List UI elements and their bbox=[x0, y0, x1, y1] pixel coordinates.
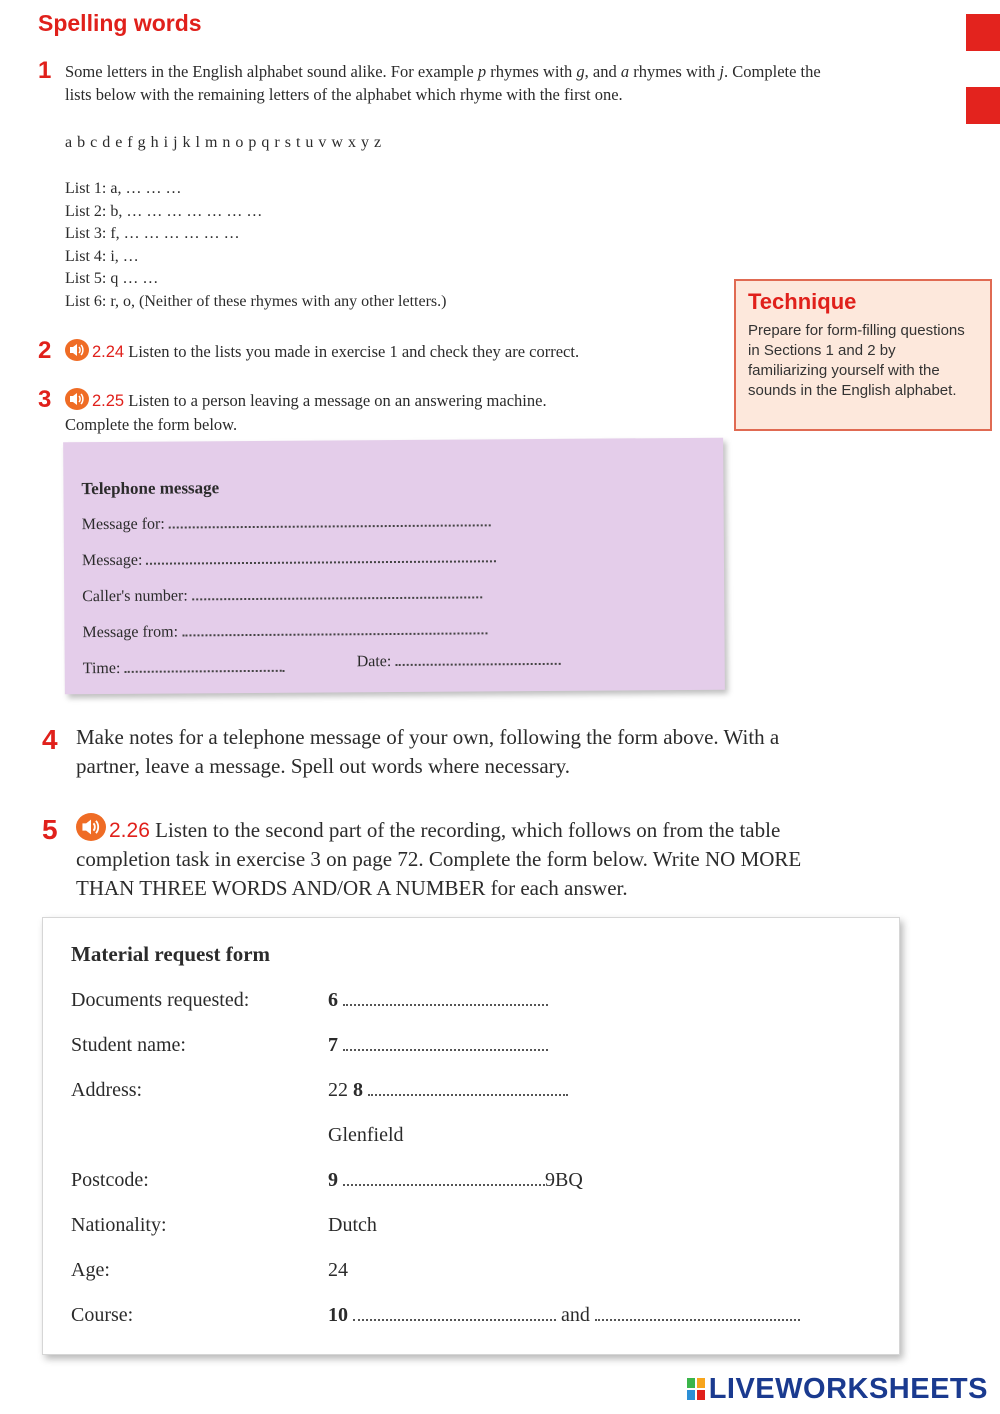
address-label: Address: bbox=[71, 1079, 143, 1101]
nationality-value: Dutch bbox=[328, 1214, 377, 1236]
list-item[interactable]: List 2: b, … … … … … … … bbox=[65, 202, 263, 220]
address-line-2: Glenfield bbox=[328, 1124, 404, 1146]
liveworksheets-brand[interactable]: LIVEWORKSHEETS bbox=[687, 1373, 988, 1406]
nationality-label: Nationality: bbox=[71, 1214, 167, 1236]
material-request-form bbox=[42, 917, 900, 1355]
exercise-3-instructions: 2.25 Listen to a person leaving a message on an answering machine. Complete the form below. bbox=[65, 388, 547, 436]
track-number: 2.24 bbox=[92, 343, 125, 361]
exercise-2-instructions: 2.24 Listen to the lists you made in exercise 1 and check they are correct. bbox=[65, 339, 579, 364]
age-value: 24 bbox=[328, 1259, 348, 1281]
audio-speaker-icon[interactable] bbox=[65, 339, 89, 361]
exercise-1-number: 1 bbox=[38, 57, 52, 84]
message-field[interactable]: Message: bbox=[82, 548, 497, 570]
list-item[interactable]: List 5: q … … bbox=[65, 270, 159, 287]
page-tab-marker bbox=[966, 14, 1000, 51]
course-label: Course: bbox=[71, 1304, 134, 1326]
course-answer-field[interactable]: 10 and bbox=[328, 1304, 800, 1327]
postcode-answer-field[interactable]: 9 9BQ bbox=[328, 1169, 583, 1191]
liveworksheets-logo-icon bbox=[687, 1378, 705, 1400]
audio-speaker-icon[interactable] bbox=[76, 813, 106, 841]
technique-title: Technique bbox=[748, 289, 857, 314]
list-item[interactable]: List 3: f, … … … … … … bbox=[65, 225, 240, 242]
callers-number-field[interactable]: Caller's number: bbox=[82, 584, 482, 606]
track-number: 2.25 bbox=[92, 392, 125, 410]
exercise-4-instructions: Make notes for a telephone message of your own, following the form above. With a partner, leave a message. Spell out words where necessary. bbox=[76, 725, 780, 778]
technique-text: Prepare for form-filling questions in Sections 1 and 2 by familiarizing yourself with the sounds in the English alphabet. bbox=[748, 322, 965, 399]
address-answer-field[interactable]: 22 8 bbox=[328, 1079, 568, 1102]
date-field[interactable]: Date: bbox=[357, 651, 561, 671]
exercise-5-instructions: 2.26 Listen to the second part of the recording, which follows on from the table completion task in exercise 3 on page 72. Complete the form below. Write NO MORE THAN THREE WORDS AND/OR A NUMBER for each answer. bbox=[76, 813, 801, 903]
exercise-4-number: 4 bbox=[42, 724, 58, 755]
technique-box bbox=[734, 279, 992, 431]
telephone-message-form bbox=[63, 438, 725, 695]
message-for-field[interactable]: Message for: bbox=[82, 512, 491, 534]
age-label: Age: bbox=[71, 1259, 110, 1281]
exercise-3-number: 3 bbox=[38, 386, 52, 413]
list-item: List 6: r, o, (Neither of these rhymes with any other letters.) bbox=[65, 292, 447, 310]
student-name-label: Student name: bbox=[71, 1034, 186, 1056]
audio-speaker-icon[interactable] bbox=[65, 388, 89, 410]
documents-answer-field[interactable]: 6 bbox=[328, 989, 548, 1012]
alphabet-line: a b c d e f g h i j k l m n o p q r s t u v w x y z bbox=[65, 134, 382, 151]
telephone-form-title: Telephone message bbox=[81, 478, 220, 499]
list-item[interactable]: List 1: a, … … … bbox=[65, 180, 182, 197]
page-tab-marker bbox=[966, 87, 1000, 124]
time-field[interactable]: Time: bbox=[83, 658, 285, 678]
postcode-label: Postcode: bbox=[71, 1169, 149, 1191]
section-title: Spelling words bbox=[38, 10, 202, 36]
letter-lists bbox=[65, 178, 446, 313]
material-form-title: Material request form bbox=[71, 942, 271, 966]
exercise-5-number: 5 bbox=[42, 814, 58, 845]
exercise-2-number: 2 bbox=[38, 337, 52, 364]
message-from-field[interactable]: Message from: bbox=[82, 620, 487, 642]
student-name-answer-field[interactable]: 7 bbox=[328, 1034, 548, 1057]
documents-label: Documents requested: bbox=[71, 989, 250, 1011]
exercise-1-instructions: Some letters in the English alphabet sound alike. For example p rhymes with g, and a rhymes with j. Complete the lists below with the remaining letters of the alphabet which rhyme with the first one. bbox=[65, 62, 821, 104]
list-item[interactable]: List 4: i, … bbox=[65, 247, 139, 265]
track-number: 2.26 bbox=[109, 819, 150, 842]
